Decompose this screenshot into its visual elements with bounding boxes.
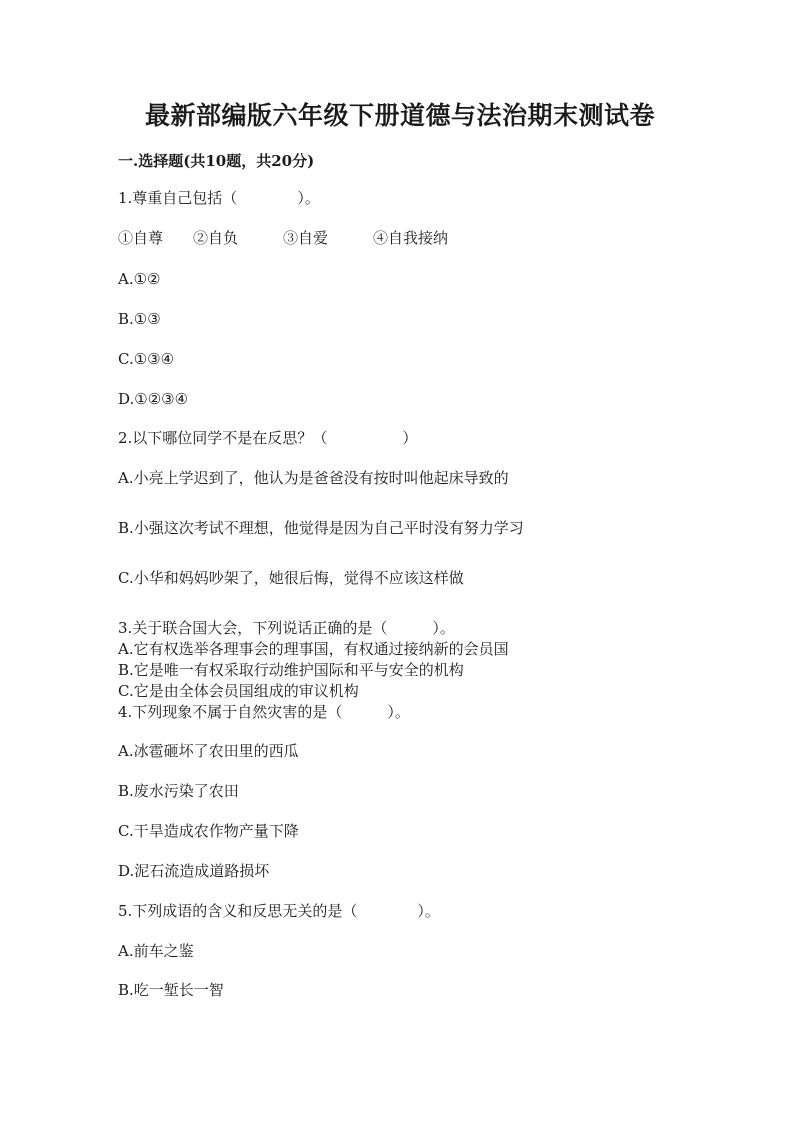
question-4-option-d: D.泥石流造成道路损坏 (118, 862, 270, 880)
question-1-option-d: D.①②③④ (118, 390, 189, 408)
question-5-option-a: A.前车之鉴 (118, 942, 194, 960)
question-1-stem: 1.尊重自己包括（ ）。 (118, 189, 320, 207)
question-5-option-b: B.吃一堑长一智 (118, 981, 224, 999)
section-heading: 一.选择题(共10题，共20分) (118, 152, 315, 170)
question-2-option-c: C.小华和妈妈吵架了，她很后悔，觉得不应该这样做 (118, 569, 464, 587)
question-4-option-b: B.废水污染了农田 (118, 782, 239, 800)
question-1-sub-stem: ①自尊 ②自负 ③自爱 ④自我接纳 (118, 229, 449, 247)
question-2-option-a: A.小亮上学迟到了，他认为是爸爸没有按时叫他起床导致的 (118, 469, 509, 487)
question-3-option-a: A.它有权选举各理事会的理事国，有权通过接纳新的会员国 (118, 640, 509, 658)
question-4-option-c: C.干旱造成农作物产量下降 (118, 822, 299, 840)
question-1-option-b: B.①③ (118, 310, 161, 328)
question-1-option-a: A.①② (118, 270, 161, 288)
question-3-stem: 3.关于联合国大会，下列说话正确的是（ ）。 (118, 619, 455, 637)
question-2-option-b: B.小强这次考试不理想，他觉得是因为自己平时没有努力学习 (118, 519, 524, 537)
question-3-option-b: B.它是唯一有权采取行动维护国际和平与安全的机构 (118, 661, 464, 679)
document-title: 最新部编版六年级下册道德与法治期末测试卷 (144, 101, 655, 130)
question-4-stem: 4.下列现象不属于自然灾害的是（ ）。 (118, 703, 410, 721)
question-5-stem: 5.下列成语的含义和反思无关的是（ ）。 (118, 902, 440, 920)
question-1-option-c: C.①③④ (118, 350, 175, 368)
question-2-stem: 2.以下哪位同学不是在反思？（ ） (118, 429, 418, 447)
question-3-option-c: C.它是由全体会员国组成的审议机构 (118, 682, 359, 700)
question-4-option-a: A.冰雹砸坏了农田里的西瓜 (118, 742, 299, 760)
